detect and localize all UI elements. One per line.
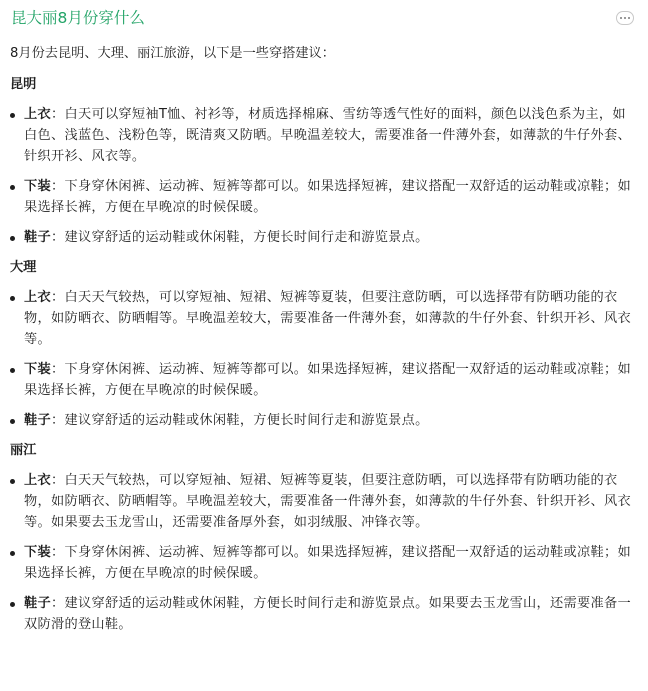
item-text: 白天可以穿短袖T恤、衬衫等，材质选择棉麻、雪纺等透气性好的面料，颜色以浅色系为主，如白色、浅蓝色、浅粉色等，既清爽又防晒。早晚温差较大，需要准备一件薄外套，如薄款的牛仔外套、针织开衫、风衣等。 [24,107,631,164]
section-title: 丽江 [10,443,37,458]
item-label: 上衣 [24,290,51,305]
list-item [9,593,637,635]
item-separator: ： [50,413,65,428]
list-item [9,410,637,431]
item-text: 白天天气较热，可以穿短袖、短裙、短裤等夏装，但要注意防晒，可以选择带有防晒功能的衣物，如防晒衣、防晒帽等。早晚温差较大，需要准备一件薄外套，如薄款的牛仔外套、针织开衫、风衣等。如果要去玉龙雪山，还需要准备厚外套，如羽绒服、冲锋衣等。 [24,473,631,530]
bullet-icon [10,296,15,301]
page-title[interactable]: 昆大丽8月份穿什么 [11,9,145,27]
list-item [9,227,637,248]
tips-list [9,470,637,635]
bullet-icon [10,236,15,241]
item-text: 下身穿休闲裤、运动裤、短裤等都可以。如果选择短裤，建议搭配一双舒适的运动鞋或凉鞋；如果选择长裤，方便在早晚凉的时候保暖。 [24,362,631,398]
intro-text: 8月份去昆明、大理、丽江旅游，以下是一些穿搭建议： [10,46,335,61]
answer-content [9,43,637,644]
item-text: 下身穿休闲裤、运动裤、短裤等都可以。如果选择短裤，建议搭配一双舒适的运动鞋或凉鞋；如果选择长裤，方便在早晚凉的时候保暖。 [24,179,631,215]
section-dali [9,257,637,431]
section-lijiang [9,440,637,635]
item-text: 建议穿舒适的运动鞋或休闲鞋，方便长时间行走和游览景点。如果要去玉龙雪山，还需要准备一双防滑的登山鞋。 [24,596,631,632]
item-separator: ： [50,596,65,611]
list-item [9,287,637,350]
item-separator: ： [50,179,65,194]
item-label: 鞋子 [24,596,51,611]
item-label: 下装 [24,362,51,377]
item-label: 鞋子 [24,230,51,245]
item-label: 鞋子 [24,413,51,428]
item-label: 上衣 [24,107,51,122]
section-title: 大理 [10,260,37,275]
list-item [9,104,637,167]
item-separator: ： [50,290,65,305]
more-dot [620,17,622,19]
bullet-icon [10,551,15,556]
item-separator: ： [50,545,65,560]
tips-list [9,104,637,248]
bullet-icon [10,479,15,484]
item-text: 白天天气较热，可以穿短袖、短裙、短裤等夏装，但要注意防晒，可以选择带有防晒功能的衣物，如防晒衣、防晒帽等。早晚温差较大，需要准备一件薄外套，如薄款的牛仔外套、针织开衫、风衣等。 [24,290,631,347]
section-kunming [9,74,637,248]
list-item [9,542,637,584]
list-item [9,176,637,218]
item-separator: ： [50,107,65,122]
item-label: 下装 [24,545,51,560]
more-dot [628,17,630,19]
section-title: 昆明 [10,77,37,92]
item-separator: ： [50,473,65,488]
item-separator: ： [50,362,65,377]
item-label: 下装 [24,179,51,194]
tips-list [9,287,637,431]
item-text: 建议穿舒适的运动鞋或休闲鞋，方便长时间行走和游览景点。 [64,230,429,245]
more-dot [624,17,626,19]
bullet-icon [10,185,15,190]
item-text: 下身穿休闲裤、运动裤、短裤等都可以。如果选择短裤，建议搭配一双舒适的运动鞋或凉鞋；如果选择长裤，方便在早晚凉的时候保暖。 [24,545,631,581]
bullet-icon [10,113,15,118]
bullet-icon [10,602,15,607]
item-text: 建议穿舒适的运动鞋或休闲鞋，方便长时间行走和游览景点。 [64,413,429,428]
item-separator: ： [50,230,65,245]
bullet-icon [10,419,15,424]
card-header [0,0,648,36]
more-options-icon[interactable] [616,11,634,25]
bullet-icon [10,368,15,373]
list-item [9,359,637,401]
item-label: 上衣 [24,473,51,488]
list-item [9,470,637,533]
